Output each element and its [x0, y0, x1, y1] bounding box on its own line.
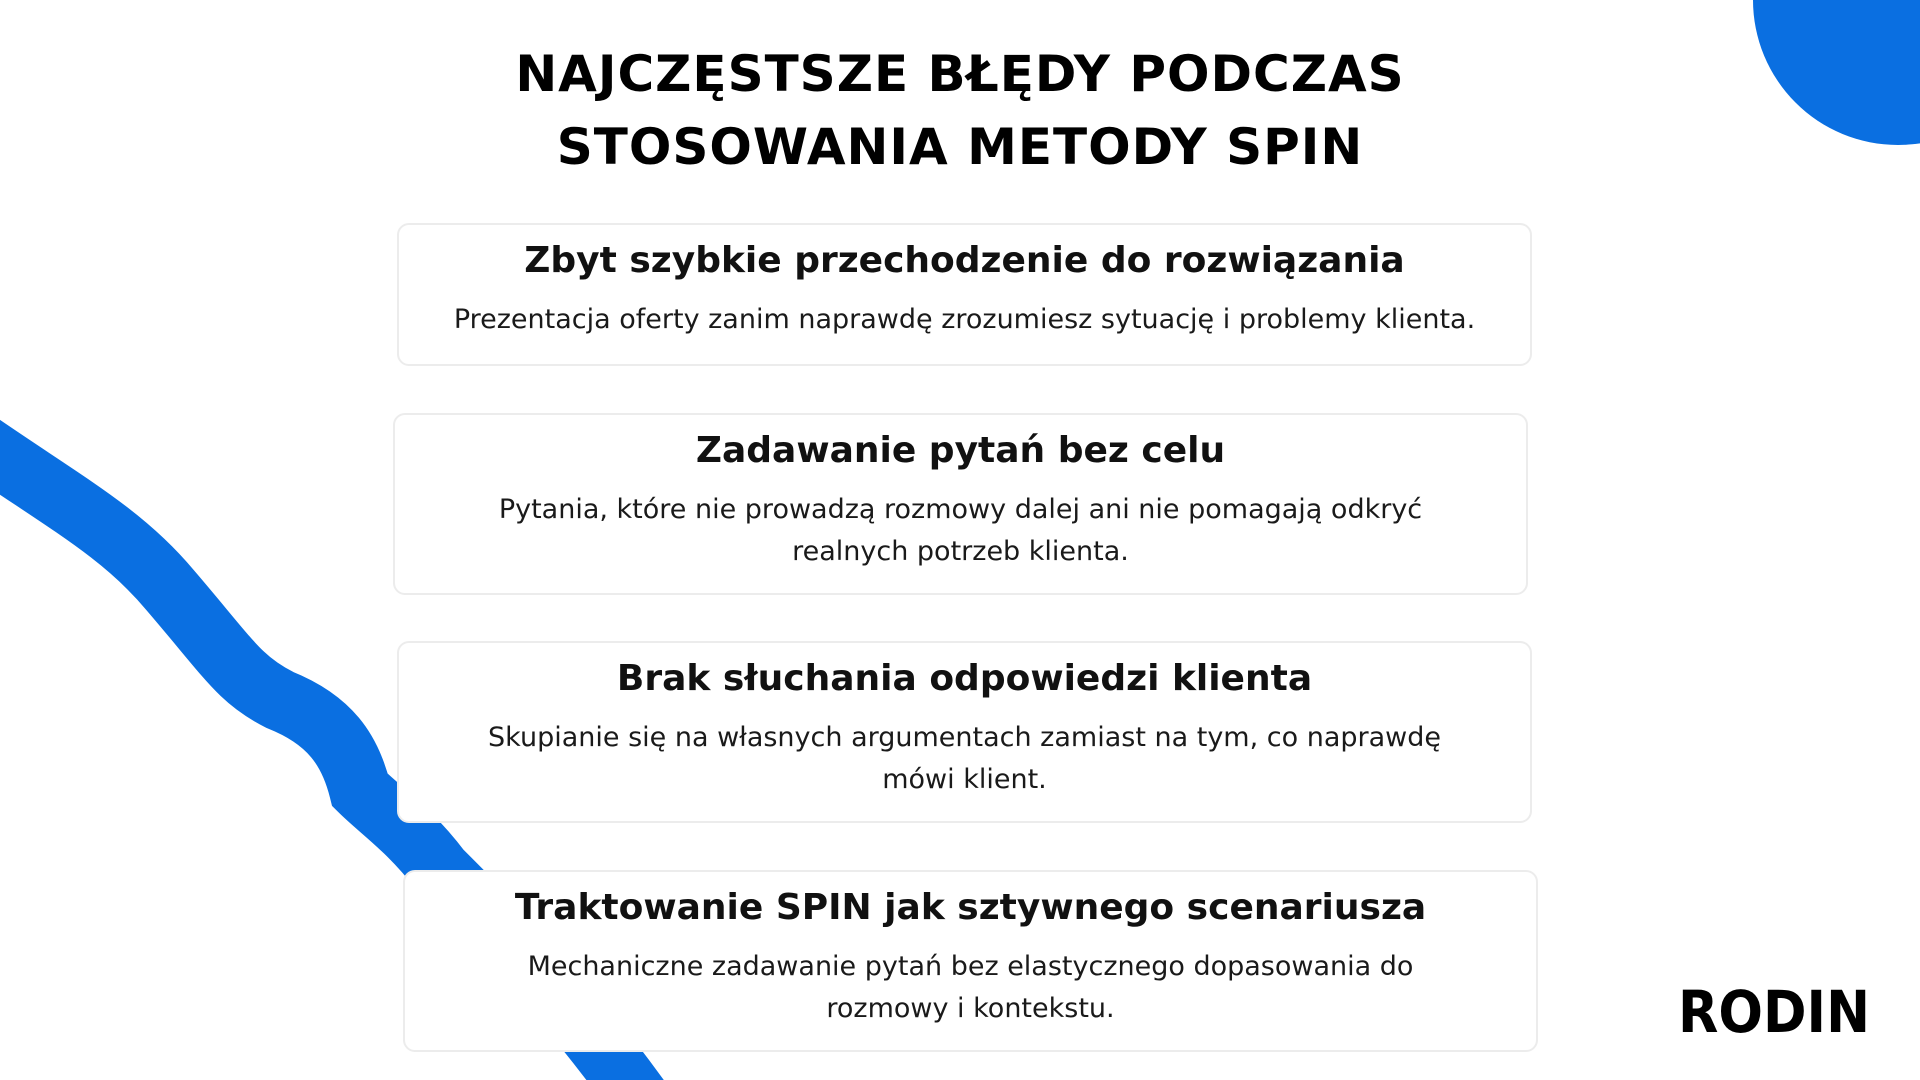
rodin-logo-text: RODIN — [1678, 982, 1870, 1038]
mistake-card-description: Skupianie się na własnych argumentach zamiast na tym, co naprawdę mówi klient. — [488, 722, 1441, 795]
mistake-card-description: Prezentacja oferty zanim naprawdę zrozumiesz sytuację i problemy klienta. — [453, 304, 1476, 335]
mistake-card — [397, 223, 1532, 366]
mistake-card-description: Pytania, które nie prowadzą rozmowy dalej ani nie pomagają odkryć realnych potrzeb klienta. — [498, 494, 1423, 567]
mistake-card-title: Zbyt szybkie przechodzenie do rozwiązania — [524, 240, 1405, 281]
mistake-card-title: Zadawanie pytań bez celu — [695, 430, 1226, 471]
mistake-card — [393, 413, 1528, 595]
mistake-card-title: Brak słuchania odpowiedzi klienta — [616, 658, 1313, 699]
mistake-card-title: Traktowanie SPIN jak sztywnego scenariusza — [514, 887, 1427, 928]
page-title — [0, 38, 1920, 184]
mistake-card — [403, 870, 1538, 1052]
mistake-card — [397, 641, 1532, 823]
page-title-line-2: STOSOWANIA METODY SPIN — [556, 118, 1364, 176]
mistake-card-description: Mechaniczne zadawanie pytań bez elastycznego dopasowania do rozmowy i kontekstu. — [527, 951, 1414, 1024]
page-title-line-1: NAJCZĘSTSZE BŁĘDY PODCZAS — [515, 45, 1405, 103]
rodin-logo — [1676, 982, 1872, 1038]
